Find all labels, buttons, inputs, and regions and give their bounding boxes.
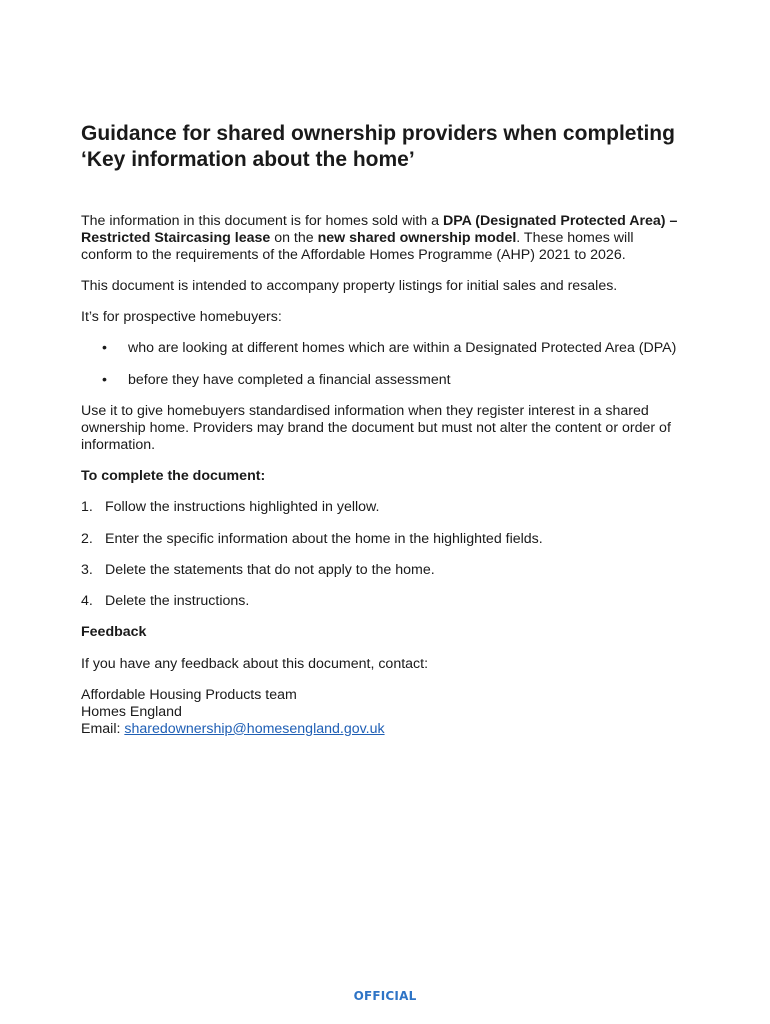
classification-label: OFFICIAL xyxy=(353,989,417,1003)
intro-text-1: The information in this document is for homes sold with a xyxy=(81,213,443,229)
step-text: Enter the specific information about the home in the highlighted fields. xyxy=(105,530,543,547)
step-text: Delete the instructions. xyxy=(105,593,250,610)
feedback-heading: Feedback xyxy=(81,624,147,641)
list-item xyxy=(81,593,686,610)
list-item xyxy=(81,372,686,389)
list-item xyxy=(81,531,686,548)
audience-list xyxy=(81,340,686,388)
step-text: Delete the statements that do not apply to the home. xyxy=(105,561,435,578)
intro-bold-lease: DPA (Designated Protected Area) – Restricted Staircasing lease xyxy=(81,213,678,246)
email-link[interactable]: sharedownership@homesengland.gov.uk xyxy=(124,720,385,737)
intro-paragraph xyxy=(81,213,686,263)
feedback-lead: If you have any feedback about this document, contact: xyxy=(81,655,429,672)
audience-lead: It’s for prospective homebuyers: xyxy=(81,309,282,326)
intro-text-3: . These homes will conform to the requirements of the Affordable Homes Programme (AHP) 2021 to 2026. xyxy=(81,229,634,263)
contact-org: Homes England xyxy=(81,703,182,720)
steps-heading: To complete the document: xyxy=(81,467,266,484)
contact-team: Affordable Housing Products team xyxy=(81,687,297,704)
step-text: Follow the instructions highlighted in yellow. xyxy=(105,499,380,516)
bullet-icon: • xyxy=(102,371,107,388)
contact-block xyxy=(81,687,686,737)
list-item xyxy=(81,562,686,579)
list-item-text: before they have completed a financial assessment xyxy=(128,371,451,388)
purpose-paragraph: This document is intended to accompany property listings for initial sales and resales. xyxy=(81,277,618,294)
contact-email-label: Email: xyxy=(81,720,125,737)
steps-list xyxy=(81,499,686,610)
list-item xyxy=(81,340,686,357)
list-item xyxy=(81,499,686,516)
intro-text-2: on the xyxy=(270,229,318,246)
step-number: 4. xyxy=(81,593,93,610)
step-number: 2. xyxy=(81,530,93,547)
bullet-icon: • xyxy=(102,340,107,357)
intro-bold-model: new shared ownership model xyxy=(317,229,517,246)
usage-paragraph: Use it to give homebuyers standardised information when they register interest in a shared ownership home. Providers may brand the document but must not alter the content or order of information. xyxy=(81,403,671,453)
document-body xyxy=(81,213,686,752)
step-number: 3. xyxy=(81,561,93,578)
step-number: 1. xyxy=(81,499,93,516)
document-title: Guidance for shared ownership providers when completing ‘Key information about the home’ xyxy=(81,122,675,171)
list-item-text: who are looking at different homes which are within a Designated Protected Area (DPA) xyxy=(128,340,677,357)
